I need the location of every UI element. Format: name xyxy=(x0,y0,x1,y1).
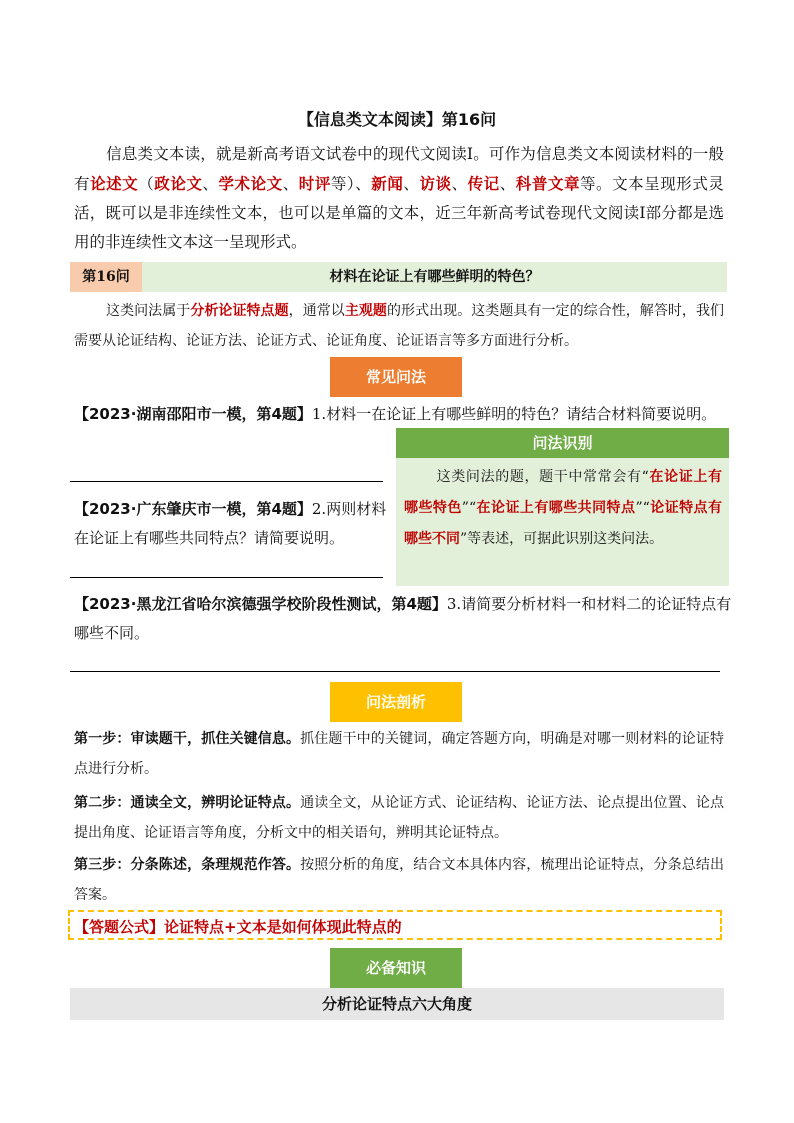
identify-text xyxy=(404,462,722,555)
intro-paragraph xyxy=(74,140,724,257)
step-2 xyxy=(74,788,724,848)
formula-text: 论证特点+文本是如何体现此特点的 xyxy=(164,918,402,936)
identify-highlight: 在论证上有哪些共同特点 xyxy=(476,500,636,516)
example-question-2 xyxy=(74,495,392,553)
identify-highlight: 在论证上有哪些特色 xyxy=(404,469,722,516)
identify-plain: ”等表述，可据此识别这类问法。 xyxy=(460,531,664,547)
desc-highlight: 主观题 xyxy=(344,303,387,319)
intro-text: 信息类文本读，就是新高考语文试卷中的现代文阅读Ⅰ。可作为信息类文本阅读材料的一般有 xyxy=(74,145,724,193)
intro-text: 、 xyxy=(202,175,219,193)
step-body: 通读全文，从论证方式、论证结构、论证方法、论点提出位置、论点提出角度、论证语言等角度，分析文中的相关语句，辨明其论证特点。 xyxy=(74,795,725,841)
step-body: 抓住题干中的关键词，确定答题方向，明确是对哪一则材料的论证特点进行分析。 xyxy=(74,731,725,777)
desc-text: 这类问法属于 xyxy=(106,303,191,319)
question-text: 材料在论证上有哪些鲜明的特色？ xyxy=(329,269,540,285)
step-head: 第三步：分条陈述，条理规范作答。 xyxy=(74,857,301,873)
formula-label: 【答题公式】 xyxy=(74,918,165,936)
intro-text: 、 xyxy=(282,175,299,193)
question-label: 第16问 xyxy=(70,262,142,292)
intro-highlight: 学术论文 xyxy=(218,174,283,193)
example-source: 【2023·广东肇庆市一模，第4题】 xyxy=(74,500,312,518)
section-common-questions: 常见问法 xyxy=(330,357,462,397)
example-question-1 xyxy=(74,400,734,429)
step-head: 第一步：审读题干，抓住关键信息。 xyxy=(74,731,301,747)
example-text: 2.两则材料在论证上有哪些共同特点？请简要说明。 xyxy=(74,500,387,547)
intro-text: 等）、 xyxy=(330,175,372,193)
page-title: 【信息类文本阅读】第16问 xyxy=(297,110,497,129)
step-body: 按照分析的角度，结合文本具体内容，梳理出论证特点，分条总结出答案。 xyxy=(74,857,725,903)
example-question-3 xyxy=(74,590,734,648)
desc-highlight: 分析论证特点题 xyxy=(190,303,289,319)
identify-plain: ”“ xyxy=(461,500,477,516)
intro-highlight: 政论文 xyxy=(154,174,203,193)
intro-highlight: 时评 xyxy=(298,174,331,193)
identify-plain: ”“ xyxy=(635,500,650,516)
step-1 xyxy=(74,724,724,784)
example-source: 【2023·黑龙江省哈尔滨德强学校阶段性测试，第4题】 xyxy=(74,595,447,613)
intro-highlight: 传记 xyxy=(467,174,500,193)
intro-text: 、 xyxy=(451,175,468,193)
intro-highlight: 科普文章 xyxy=(515,174,580,193)
desc-text: ，通常以 xyxy=(288,303,345,319)
answer-line xyxy=(70,481,383,482)
answer-line xyxy=(70,671,720,672)
answer-formula xyxy=(68,910,722,940)
intro-text: 等。文本呈现形式灵活，既可以是非连续性文本，也可以是单篇的文本，近三年新高考试卷现代文阅读Ⅰ部分都是选用的非连续性文本这一呈现形式。 xyxy=(74,175,724,251)
intro-highlight: 论述文 xyxy=(90,174,139,193)
section-question-analysis: 问法剖析 xyxy=(330,682,462,722)
example-text: 3.请简要分析材料一和材料二的论证特点有哪些不同。 xyxy=(74,595,732,642)
identify-highlight: 论证特点有哪些不同 xyxy=(404,500,723,547)
example-source: 【2023·湖南邵阳市一模，第4题】 xyxy=(74,405,312,423)
desc-text: 的形式出现。这类题具有一定的综合性，解答时，我们需要从论证结构、论证方法、论证方式、论证角度、论证语言等多方面进行分析。 xyxy=(74,303,725,349)
question-description xyxy=(74,296,724,356)
intro-highlight: 访谈 xyxy=(419,174,452,193)
intro-text: 、 xyxy=(403,175,420,193)
step-3 xyxy=(74,850,724,910)
intro-highlight: 新闻 xyxy=(371,174,404,193)
example-text: 1.材料一在论证上有哪些鲜明的特色？请结合材料简要说明。 xyxy=(311,405,717,423)
identify-header: 问法识别 xyxy=(396,428,729,458)
step-head: 第二步：通读全文，辨明论证特点。 xyxy=(74,795,301,811)
intro-text: （ xyxy=(138,175,155,193)
answer-line xyxy=(70,577,383,578)
section-essential-knowledge: 必备知识 xyxy=(330,948,462,988)
intro-text: 、 xyxy=(499,175,516,193)
identify-plain: 这类问法的题，题干中常常会有“ xyxy=(436,469,649,485)
knowledge-title: 分析论证特点六大角度 xyxy=(70,988,724,1020)
